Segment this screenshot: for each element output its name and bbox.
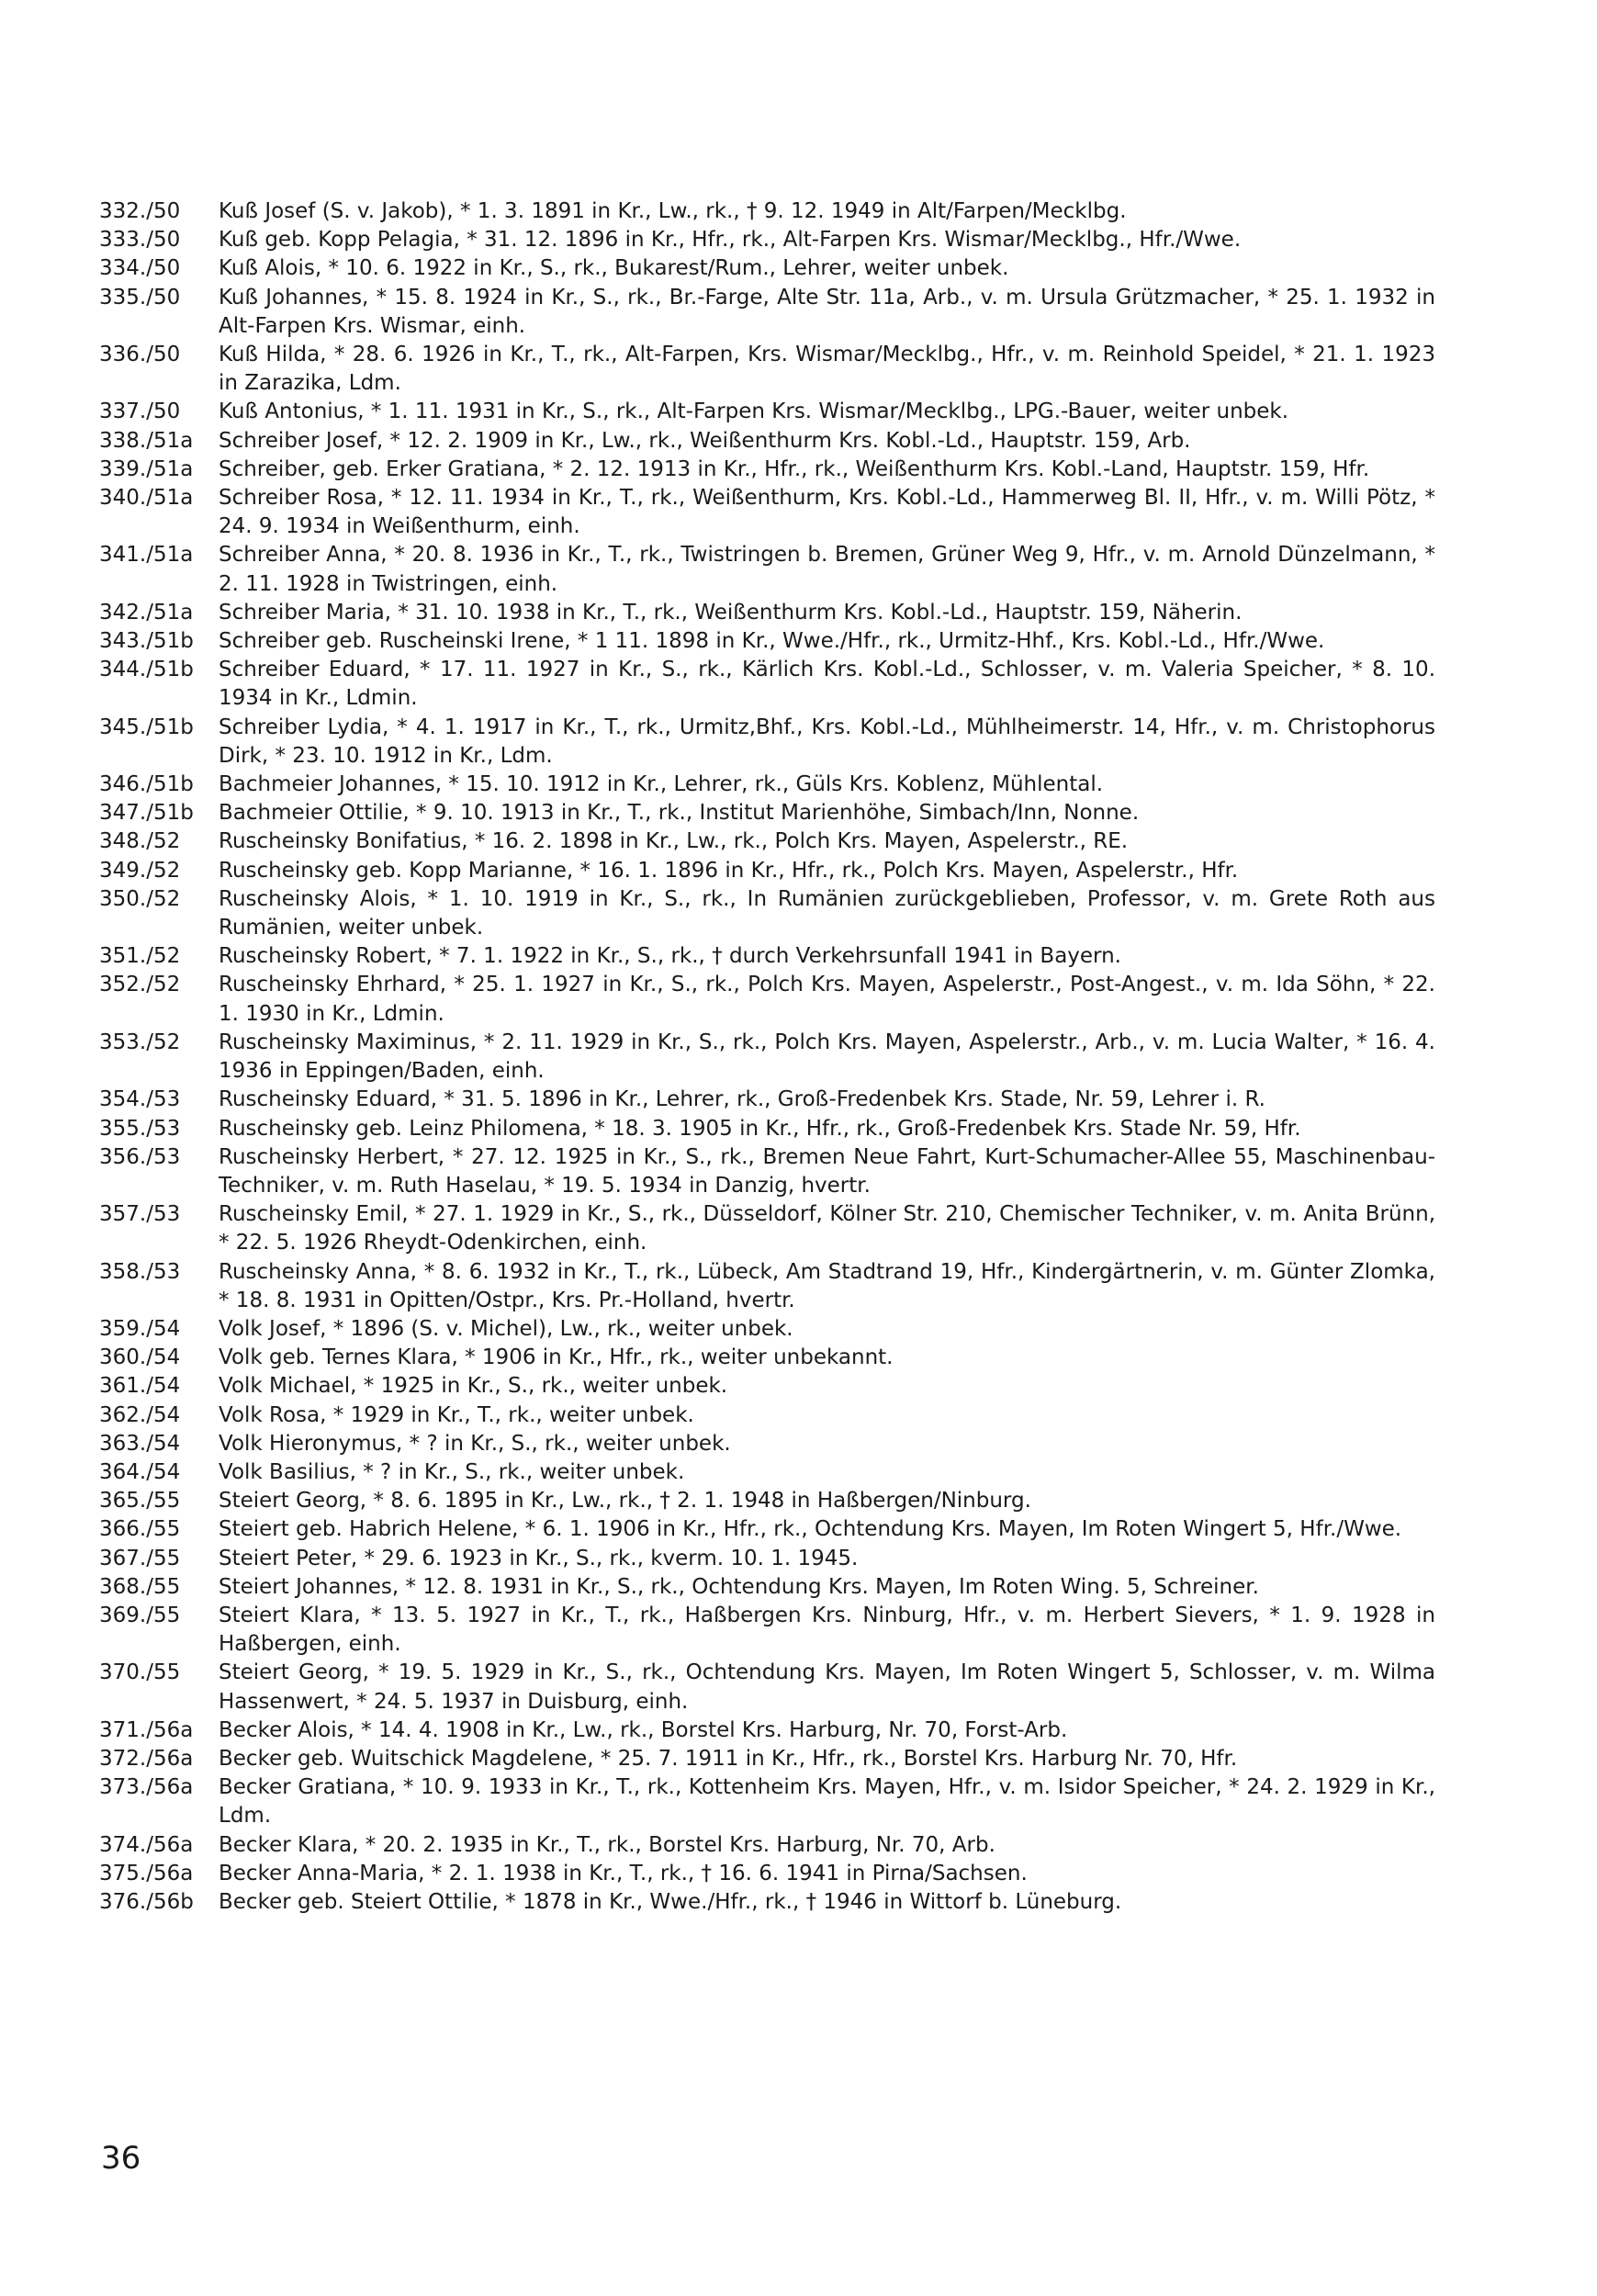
register-entry	[99, 1258, 1435, 1315]
entry-number: 364./54	[99, 1459, 181, 1484]
register-entry	[99, 1860, 1435, 1888]
register-entry	[99, 1515, 1435, 1544]
register-entry	[99, 398, 1435, 426]
entry-number: 349./52	[99, 858, 181, 883]
register-entry	[99, 1602, 1435, 1659]
register-entry	[99, 799, 1435, 827]
entry-text: Volk Basilius, * ? in Kr., S., rk., weiter unbek.	[219, 1459, 685, 1484]
register-entry	[99, 254, 1435, 283]
entry-number: 367./55	[99, 1546, 181, 1570]
entry-text: Volk Hieronymus, * ? in Kr., S., rk., weiter unbek.	[219, 1431, 731, 1456]
entry-number: 341./51a	[99, 543, 194, 568]
register-entry	[99, 885, 1435, 942]
entry-text: Ruscheinsky geb. Kopp Marianne, * 16. 1. 1896 in Kr., Hfr., rk., Polch Krs. Mayen, Aspelerstr., Hfr.	[219, 858, 1239, 883]
entry-text: Schreiber Rosa, * 12. 11. 1934 in Kr., T., rk., Weißenthurm, Krs. Kobl.-Ld., Hammerweg Bl. II, Hfr., v. m. Willi Pötz, * 24. 9. 1934 in Weißenthurm, einh.	[219, 486, 1435, 539]
register-entry	[99, 1659, 1435, 1716]
entry-number: 354./53	[99, 1087, 181, 1112]
entry-text: Steiert Johannes, * 12. 8. 1931 in Kr., S., rk., Ochtendung Krs. Mayen, Im Roten Wing. 5, Schreiner.	[219, 1574, 1259, 1599]
entry-text: Kuß Josef (S. v. Jakob), * 1. 3. 1891 in Kr., Lw., rk., † 9. 12. 1949 in Alt/Farpen/Mecklbg.	[219, 199, 1127, 223]
entry-text: Bachmeier Ottilie, * 9. 10. 1913 in Kr., T., rk., Institut Marienhöhe, Simbach/Inn, Nonne.	[219, 801, 1140, 826]
entry-number: 348./52	[99, 829, 181, 854]
register-entry	[99, 1888, 1435, 1917]
entry-number: 333./50	[99, 228, 181, 253]
entry-text: Ruscheinsky Bonifatius, * 16. 2. 1898 in Kr., Lw., rk., Polch Krs. Mayen, Aspelerstr., RE.	[219, 829, 1129, 854]
entry-text: Volk Michael, * 1925 in Kr., S., rk., weiter unbek.	[219, 1374, 728, 1399]
entry-text: Becker Anna-Maria, * 2. 1. 1938 in Kr., T., rk., † 16. 6. 1941 in Pirna/Sachsen.	[219, 1861, 1028, 1885]
register-entry	[99, 1086, 1435, 1114]
register-entry	[99, 484, 1435, 541]
register-entry	[99, 1315, 1435, 1344]
entry-number: 362./54	[99, 1402, 181, 1427]
entry-text: Schreiber Josef, * 12. 2. 1909 in Kr., Lw., rk., Weißenthurm Krs. Kobl.-Ld., Hauptstr. 159, Arb.	[219, 428, 1191, 453]
entry-number: 372./56a	[99, 1746, 194, 1771]
entry-number: 373./56a	[99, 1775, 194, 1800]
entry-number: 353./52	[99, 1030, 181, 1054]
entry-number: 369./55	[99, 1603, 181, 1627]
entry-number: 376./56b	[99, 1889, 194, 1914]
entry-number: 365./55	[99, 1489, 181, 1514]
entry-number: 374./56a	[99, 1832, 194, 1857]
entry-number: 332./50	[99, 199, 181, 223]
entry-text: Ruscheinsky Anna, * 8. 6. 1932 in Kr., T., rk., Lübeck, Am Stadtrand 19, Hfr., Kindergärtnerin, v. m. Günter Zlomka, * 18. 8. 1931 in Opitten/Ostpr., Krs. Pr.-Holland, hvertr.	[219, 1259, 1435, 1312]
entry-number: 344./51b	[99, 658, 194, 682]
register-entry	[99, 827, 1435, 856]
entry-text: Schreiber Eduard, * 17. 11. 1927 in Kr., S., rk., Kärlich Krs. Kobl.-Ld., Schlosser, v. m. Valeria Speicher, * 8. 10. 1934 in Kr., Ldmin.	[219, 658, 1435, 711]
register-entry	[99, 599, 1435, 627]
entry-text: Becker Alois, * 14. 4. 1908 in Kr., Lw., rk., Borstel Krs. Harburg, Nr. 70, Forst-Arb.	[219, 1717, 1068, 1742]
register-entry	[99, 1372, 1435, 1401]
entry-text: Schreiber geb. Ruscheinski Irene, * 1 11. 1898 in Kr., Wwe./Hfr., rk., Urmitz-Hhf., Krs. Kobl.-Ld., Hfr./Wwe.	[219, 629, 1325, 654]
entry-number: 342./51a	[99, 600, 194, 625]
register-entry	[99, 427, 1435, 456]
register-entry	[99, 1458, 1435, 1487]
entry-text: Becker Klara, * 20. 2. 1935 in Kr., T., rk., Borstel Krs. Harburg, Nr. 70, Arb.	[219, 1832, 995, 1857]
register-entry	[99, 1773, 1435, 1830]
entry-number: 340./51a	[99, 486, 194, 511]
entry-text: Schreiber Maria, * 31. 10. 1938 in Kr., T., rk., Weißenthurm Krs. Kobl.-Ld., Hauptstr. 159, Näherin.	[219, 600, 1243, 625]
entry-text: Bachmeier Johannes, * 15. 10. 1912 in Kr., Lehrer, rk., Güls Krs. Koblenz, Mühlental.	[219, 772, 1104, 797]
entry-number: 343./51b	[99, 629, 194, 654]
entry-number: 347./51b	[99, 801, 194, 826]
entry-text: Ruscheinsky Ehrhard, * 25. 1. 1927 in Kr., S., rk., Polch Krs. Mayen, Aspelerstr., Post-Angest., v. m. Ida Söhn, * 22. 1. 1930 in Kr., Ldmin.	[219, 973, 1435, 1026]
entry-number: 346./51b	[99, 772, 194, 797]
entry-number: 363./54	[99, 1431, 181, 1456]
register-entry	[99, 714, 1435, 771]
entry-number: 337./50	[99, 400, 181, 424]
entry-text: Ruscheinsky Herbert, * 27. 12. 1925 in Kr., S., rk., Bremen Neue Fahrt, Kurt-Schumacher-Allee 55, Maschinenbau-Techniker, v. m. Ruth Haselau, * 19. 5. 1934 in Danzig, hvertr.	[219, 1144, 1435, 1198]
entry-number: 339./51a	[99, 456, 194, 481]
entry-text: Kuß Hilda, * 28. 6. 1926 in Kr., T., rk., Alt-Farpen, Krs. Wismar/Mecklbg., Hfr., v. m. Reinhold Speidel, * 21. 1. 1923 in Zarazika, Ldm.	[219, 343, 1435, 396]
entry-number: 335./50	[99, 285, 181, 310]
register-entry	[99, 1430, 1435, 1458]
register-entry	[99, 857, 1435, 885]
entry-number: 361./54	[99, 1374, 181, 1399]
entry-text: Ruscheinsky Eduard, * 31. 5. 1896 in Kr., Lehrer, rk., Groß-Fredenbek Krs. Stade, Nr. 59, Lehrer i. R.	[219, 1087, 1265, 1112]
register-entries	[99, 197, 1435, 1917]
entry-number: 375./56a	[99, 1861, 194, 1885]
register-entry	[99, 1745, 1435, 1773]
entry-number: 334./50	[99, 256, 181, 281]
register-entry	[99, 1573, 1435, 1602]
entry-text: Kuß geb. Kopp Pelagia, * 31. 12. 1896 in Kr., Hfr., rk., Alt-Farpen Krs. Wismar/Mecklbg., Hfr./Wwe.	[219, 228, 1242, 253]
entry-text: Kuß Alois, * 10. 6. 1922 in Kr., S., rk., Bukarest/Rum., Lehrer, weiter unbek.	[219, 256, 1009, 281]
entry-text: Ruscheinsky Emil, * 27. 1. 1929 in Kr., S., rk., Düsseldorf, Kölner Str. 210, Chemischer Techniker, v. m. Anita Brünn, * 22. 5. 1926 Rheydt-Odenkirchen, einh.	[219, 1202, 1435, 1255]
entry-text: Ruscheinsky Maximinus, * 2. 11. 1929 in Kr., S., rk., Polch Krs. Mayen, Aspelerstr., Arb., v. m. Lucia Walter, * 16. 4. 1936 in Eppingen/Baden, einh.	[219, 1030, 1435, 1084]
entry-number: 350./52	[99, 886, 181, 911]
register-entry	[99, 656, 1435, 713]
entry-number: 371./56a	[99, 1717, 194, 1742]
register-entry	[99, 942, 1435, 971]
register-entry	[99, 341, 1435, 398]
entry-text: Ruscheinsky geb. Leinz Philomena, * 18. 3. 1905 in Kr., Hfr., rk., Groß-Fredenbek Krs. Stade Nr. 59, Hfr.	[219, 1116, 1301, 1141]
entry-number: 338./51a	[99, 428, 194, 453]
entry-text: Becker geb. Wuitschick Magdelene, * 25. 7. 1911 in Kr., Hfr., rk., Borstel Krs. Harburg Nr. 70, Hfr.	[219, 1746, 1238, 1771]
entry-text: Kuß Antonius, * 1. 11. 1931 in Kr., S., rk., Alt-Farpen Krs. Wismar/Mecklbg., LPG.-Bauer, weiter unbek.	[219, 400, 1289, 424]
register-entry	[99, 627, 1435, 656]
register-entry	[99, 971, 1435, 1028]
entry-number: 368./55	[99, 1574, 181, 1599]
entry-number: 357./53	[99, 1202, 181, 1227]
entry-number: 345./51b	[99, 715, 194, 739]
entry-number: 370./55	[99, 1660, 181, 1685]
entry-text: Volk Josef, * 1896 (S. v. Michel), Lw., rk., weiter unbek.	[219, 1316, 793, 1341]
entry-number: 360./54	[99, 1345, 181, 1370]
entry-text: Steiert Klara, * 13. 5. 1927 in Kr., T., rk., Haßbergen Krs. Ninburg, Hfr., v. m. Herbert Sievers, * 1. 9. 1928 in Haßbergen, einh.	[219, 1603, 1435, 1657]
register-entry	[99, 1716, 1435, 1745]
entry-number: 358./53	[99, 1259, 181, 1284]
entry-number: 355./53	[99, 1116, 181, 1141]
entry-text: Schreiber, geb. Erker Gratiana, * 2. 12. 1913 in Kr., Hfr., rk., Weißenthurm Krs. Kobl.-Land, Hauptstr. 159, Hfr.	[219, 456, 1370, 481]
entry-text: Schreiber Lydia, * 4. 1. 1917 in Kr., T., rk., Urmitz,Bhf., Krs. Kobl.-Ld., Mühlheimerstr. 14, Hfr., v. m. Christophorus Dirk, * 23. 10. 1912 in Kr., Ldm.	[219, 715, 1435, 768]
entry-text: Steiert Georg, * 8. 6. 1895 in Kr., Lw., rk., † 2. 1. 1948 in Haßbergen/Ninburg.	[219, 1489, 1031, 1514]
entry-text: Kuß Johannes, * 15. 8. 1924 in Kr., S., rk., Br.-Farge, Alte Str. 11a, Arb., v. m. Ursula Grützmacher, * 25. 1. 1932 in Alt-Farpen Krs. Wismar, einh.	[219, 285, 1435, 338]
entry-number: 366./55	[99, 1517, 181, 1542]
entry-text: Becker Gratiana, * 10. 9. 1933 in Kr., T., rk., Kottenheim Krs. Mayen, Hfr., v. m. Isidor Speicher, * 24. 2. 1929 in Kr., Ldm.	[219, 1775, 1435, 1829]
entry-text: Steiert geb. Habrich Helene, * 6. 1. 1906 in Kr., Hfr., rk., Ochtendung Krs. Mayen, Im Roten Wingert 5, Hfr./Wwe.	[219, 1517, 1402, 1542]
register-entry	[99, 284, 1435, 341]
entry-number: 352./52	[99, 973, 181, 997]
entry-number: 359./54	[99, 1316, 181, 1341]
register-entry	[99, 1029, 1435, 1086]
entry-text: Steiert Georg, * 19. 5. 1929 in Kr., S., rk., Ochtendung Krs. Mayen, Im Roten Wingert 5, Schlosser, v. m. Wilma Hassenwert, * 24. 5. 1937 in Duisburg, einh.	[219, 1660, 1435, 1714]
entry-text: Ruscheinsky Robert, * 7. 1. 1922 in Kr., S., rk., † durch Verkehrsunfall 1941 in Bayern.	[219, 944, 1121, 969]
register-entry	[99, 1200, 1435, 1257]
entry-number: 351./52	[99, 944, 181, 969]
entry-text: Schreiber Anna, * 20. 8. 1936 in Kr., T., rk., Twistringen b. Bremen, Grüner Weg 9, Hfr., v. m. Arnold Dünzelmann, * 2. 11. 1928 in Twistringen, einh.	[219, 543, 1435, 596]
register-entry	[99, 1143, 1435, 1200]
register-entry	[99, 197, 1435, 226]
entry-text: Volk geb. Ternes Klara, * 1906 in Kr., Hfr., rk., weiter unbekannt.	[219, 1345, 894, 1370]
register-entry	[99, 1401, 1435, 1430]
register-entry	[99, 1831, 1435, 1860]
register-entry	[99, 1115, 1435, 1143]
register-entry	[99, 1344, 1435, 1372]
register-entry	[99, 771, 1435, 799]
register-entry	[99, 541, 1435, 598]
register-entry	[99, 1545, 1435, 1573]
entry-text: Steiert Peter, * 29. 6. 1923 in Kr., S., rk., kverm. 10. 1. 1945.	[219, 1546, 859, 1570]
page-number: 36	[101, 2140, 141, 2177]
entry-text: Ruscheinsky Alois, * 1. 10. 1919 in Kr., S., rk., In Rumänien zurückgeblieben, Professor, v. m. Grete Roth aus Rumänien, weiter unbek.	[219, 886, 1435, 940]
entry-text: Volk Rosa, * 1929 in Kr., T., rk., weiter unbek.	[219, 1402, 694, 1427]
register-entry	[99, 456, 1435, 484]
register-entry	[99, 1487, 1435, 1515]
entry-number: 336./50	[99, 343, 181, 367]
entry-text: Becker geb. Steiert Ottilie, * 1878 in Kr., Wwe./Hfr., rk., † 1946 in Wittorf b. Lüneburg.	[219, 1889, 1122, 1914]
entry-number: 356./53	[99, 1144, 181, 1169]
register-entry	[99, 226, 1435, 254]
